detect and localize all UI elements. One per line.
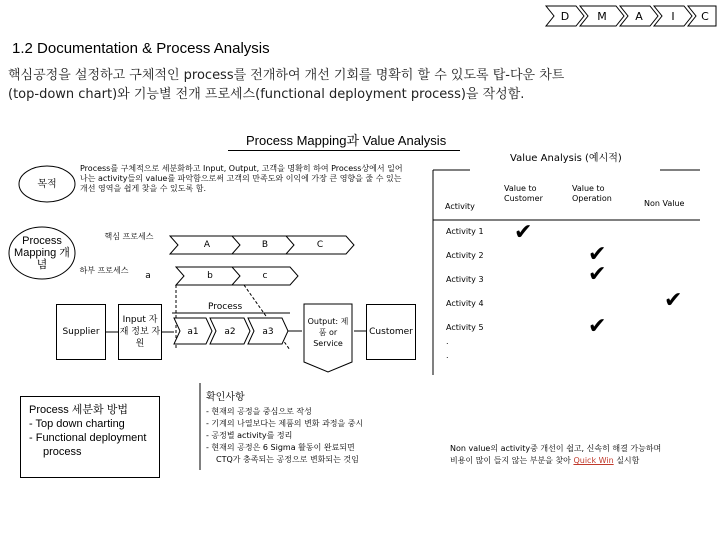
value-note-line-2 — [450, 455, 716, 467]
value-note-post: 실시함 — [613, 456, 640, 465]
check-title: 확인사항 — [206, 392, 245, 403]
dmaic-tab-m: M — [597, 9, 607, 23]
sub-step-a: a — [145, 270, 151, 281]
concept-label: Process Mapping 개념 — [14, 235, 70, 271]
core-step-a: A — [203, 239, 211, 250]
section-title: 1.2 Documentation & Process Analysis — [12, 40, 270, 57]
dmaic-tab-d: D — [560, 9, 570, 23]
purpose-label: 목적 — [37, 178, 57, 190]
activity-row-1: Activity 1 — [446, 227, 484, 236]
check-item-1: - 현재의 공정을 중심으로 작성 — [206, 407, 312, 416]
dmaic-tab-c: C — [701, 9, 709, 23]
activity-dot-1: . — [446, 337, 449, 346]
output-label: Output: 제품 or Service — [307, 316, 349, 348]
intro-line-1: 핵심공정을 설정하고 구체적인 process를 전개하여 개선 기회를 명확히 할 수 있도록 탑-다운 차트 — [8, 68, 565, 83]
core-step-b: B — [261, 239, 269, 250]
method-item-2: - Functional deployment — [29, 432, 147, 444]
sub-step-b: b — [207, 270, 213, 281]
activity-row-5: Activity 5 — [446, 323, 484, 332]
checkmark-icon: ✔ — [588, 314, 607, 339]
input-box — [118, 304, 162, 360]
purpose-text: Process를 구체적으로 세분화하고 Input, Output, 고객을 명확히 하여 Process상에서 일어나는 activity들의 value를 파악함으로써 고객의 만족도와 이익에 가장 큰 영향을 줄 수 있는 개선 영역을 쉽게 찾을 수 있도록 함. — [80, 164, 403, 193]
check-item-3: - 공정별 activity를 정리 — [206, 431, 293, 440]
activity-row-2: Activity 2 — [446, 251, 484, 260]
method-item-1: - Top down charting — [29, 418, 125, 430]
checkmark-icon: ✔ — [588, 242, 607, 267]
value-note-pre: 비용이 많이 들지 않는 부분을 찾아 — [450, 456, 574, 465]
method-box — [20, 396, 160, 478]
quick-win-highlight: Quick Win — [573, 456, 614, 465]
checkmark-icon: ✔ — [588, 262, 607, 287]
check-item-4: - 현재의 공정은 6 Sigma 활동이 완료되면 — [206, 443, 355, 452]
check-item-5: CTQ가 충족되는 공정으로 변화되는 것임 — [216, 455, 359, 464]
mapping-title: Process Mapping과 Value Analysis — [228, 130, 460, 151]
activity-row-4: Activity 4 — [446, 299, 484, 308]
checkmark-icon: ✔ — [664, 288, 683, 313]
value-activity-header: Activity — [445, 202, 475, 211]
intro-line-2: (top-down chart)와 기능별 전개 프로세스(functional deployment process)을 작성함. — [8, 87, 525, 102]
dmaic-tab-i: I — [671, 9, 675, 23]
dmaic-tab-a: A — [635, 9, 643, 23]
supplier-label: Supplier — [62, 326, 100, 337]
input-label: Input 자재 정보 자원 — [119, 315, 161, 349]
check-list — [206, 406, 426, 466]
core-process-label: 핵심 프로세스 — [104, 232, 154, 241]
detail-step-a3: a3 — [262, 326, 274, 337]
customer-label: Customer — [369, 326, 413, 337]
value-title: Value Analysis (예시적) — [510, 153, 622, 164]
value-col-nonvalue: Non Value — [644, 199, 685, 208]
value-note-line-1: Non value의 activity중 개선이 쉽고, 신속히 해결 가능하며 — [450, 444, 662, 453]
detail-step-a2: a2 — [224, 326, 236, 337]
activity-dot-2: . — [446, 351, 449, 360]
activity-row-3: Activity 3 — [446, 275, 484, 284]
detail-step-a1: a1 — [187, 326, 199, 337]
customer-box — [366, 304, 416, 360]
process-label: Process — [208, 302, 243, 312]
core-step-c: C — [316, 239, 324, 250]
checkmark-icon: ✔ — [514, 220, 533, 245]
check-item-2: - 기계의 나열보다는 제품의 변화 과정을 중시 — [206, 419, 364, 428]
value-col-customer: Value to Customer — [504, 184, 543, 203]
method-item-3: process — [43, 446, 82, 458]
method-title: Process 세분화 방법 — [29, 404, 128, 416]
sub-step-c: c — [262, 270, 268, 281]
supplier-box — [56, 304, 106, 360]
value-note — [450, 443, 716, 467]
value-col-operation: Value to Operation — [572, 184, 612, 203]
sub-process-label: 하부 프로세스 — [79, 266, 129, 275]
